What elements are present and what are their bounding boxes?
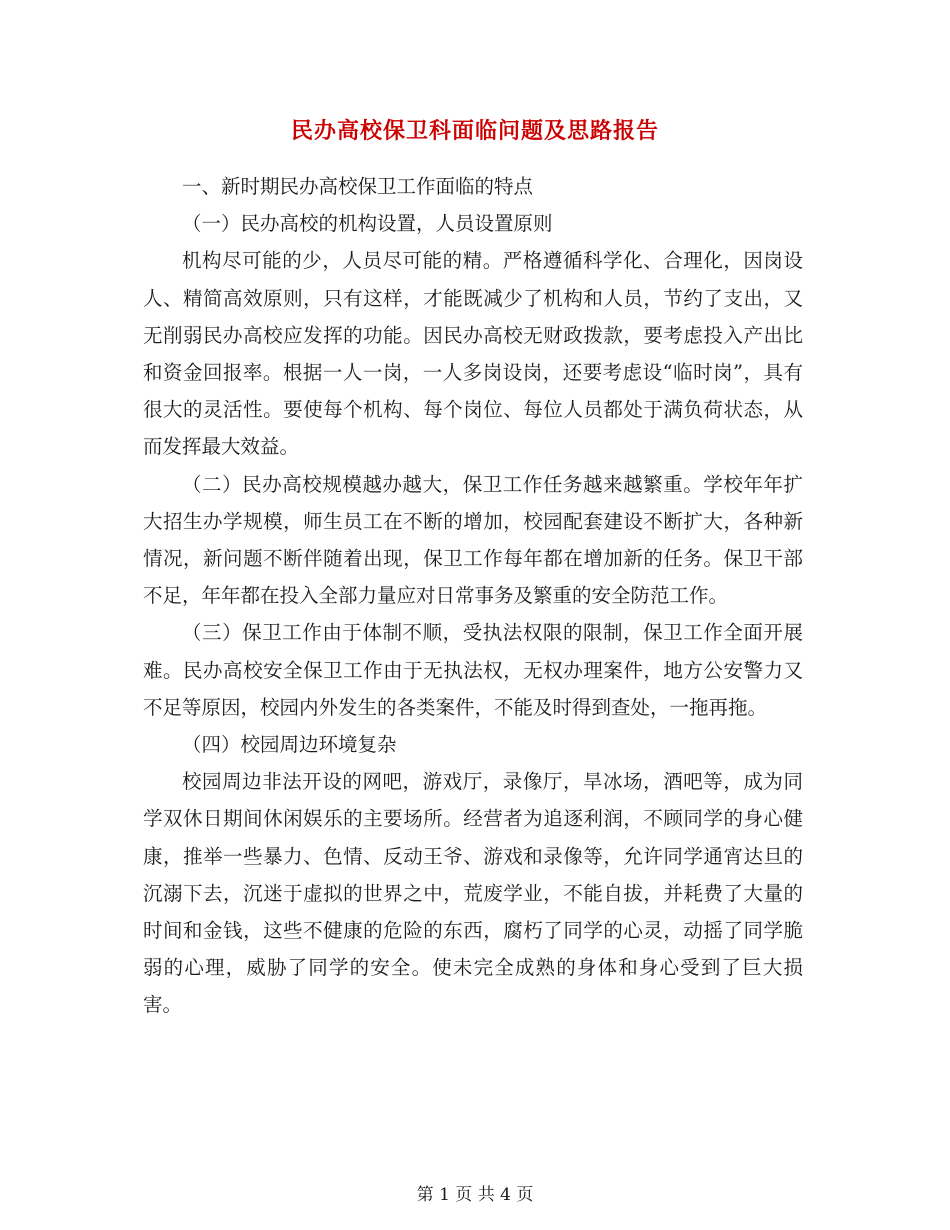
body-paragraph: （二）民办高校规模越办越大，保卫工作任务越来越繁重。学校年年扩大招生办学规模，师生员工在不断的增加，校园配套建设不断扩大，各种新情况，新问题不断伴随着出现，保卫工作每年都在增加新的任务。保卫干部不足，年年都在投入全部力量应对日常事务及繁重的安全防范工作。: [143, 472, 803, 608]
subsection-heading: （一）民办高校的机构设置，人员设置原则: [182, 212, 553, 236]
subsection-heading: （四）校园周边环境复杂: [182, 733, 397, 757]
page-footer: 第 1 页 共 4 页: [416, 1185, 534, 1205]
body-paragraph: 机构尽可能的少，人员尽可能的精。严格遵循科学化、合理化，因岗设人、精简高效原则，只有这样，才能既减少了机构和人员，节约了支出，又无削弱民办高校应发挥的功能。因民办高校无财政拨款，要考虑投入产出比和资金回报率。根据一人一岗，一人多岗设岗，还要考虑设“临时岗”，具有很大的灵活性。要使每个机构、每个岗位、每位人员都处于满负荷状态，从而发挥最大效益。: [143, 249, 803, 459]
document-title: 民办高校保卫科面临问题及思路报告: [290, 118, 659, 144]
document-body: [143, 168, 803, 1024]
body-paragraph: （三）保卫工作由于体制不顺，受执法权限的限制，保卫工作全面开展难。民办高校安全保卫工作由于无执法权，无权办理案件，地方公安警力又不足等原因，校园内外发生的各类案件，不能及时得到查处，一拖再拖。: [143, 621, 803, 719]
section-heading: 一、新时期民办高校保卫工作面临的特点: [182, 175, 534, 198]
body-paragraph: 校园周边非法开设的网吧，游戏厅，录像厅，旱冰场，酒吧等，成为同学双休日期间休闲娱乐的主要场所。经营者为追逐利润，不顾同学的身心健康，推举一些暴力、色情、反动王爷、游戏和录像等，允许同学通宵达旦的沉溺下去，沉迷于虚拟的世界之中，荒废学业，不能自拔，并耗费了大量的时间和金钱，这些不健康的危险的东西，腐朽了同学的心灵，动摇了同学脆弱的心理，威胁了同学的安全。使未完全成熟的身体和身心受到了巨大损害。: [143, 770, 803, 1017]
